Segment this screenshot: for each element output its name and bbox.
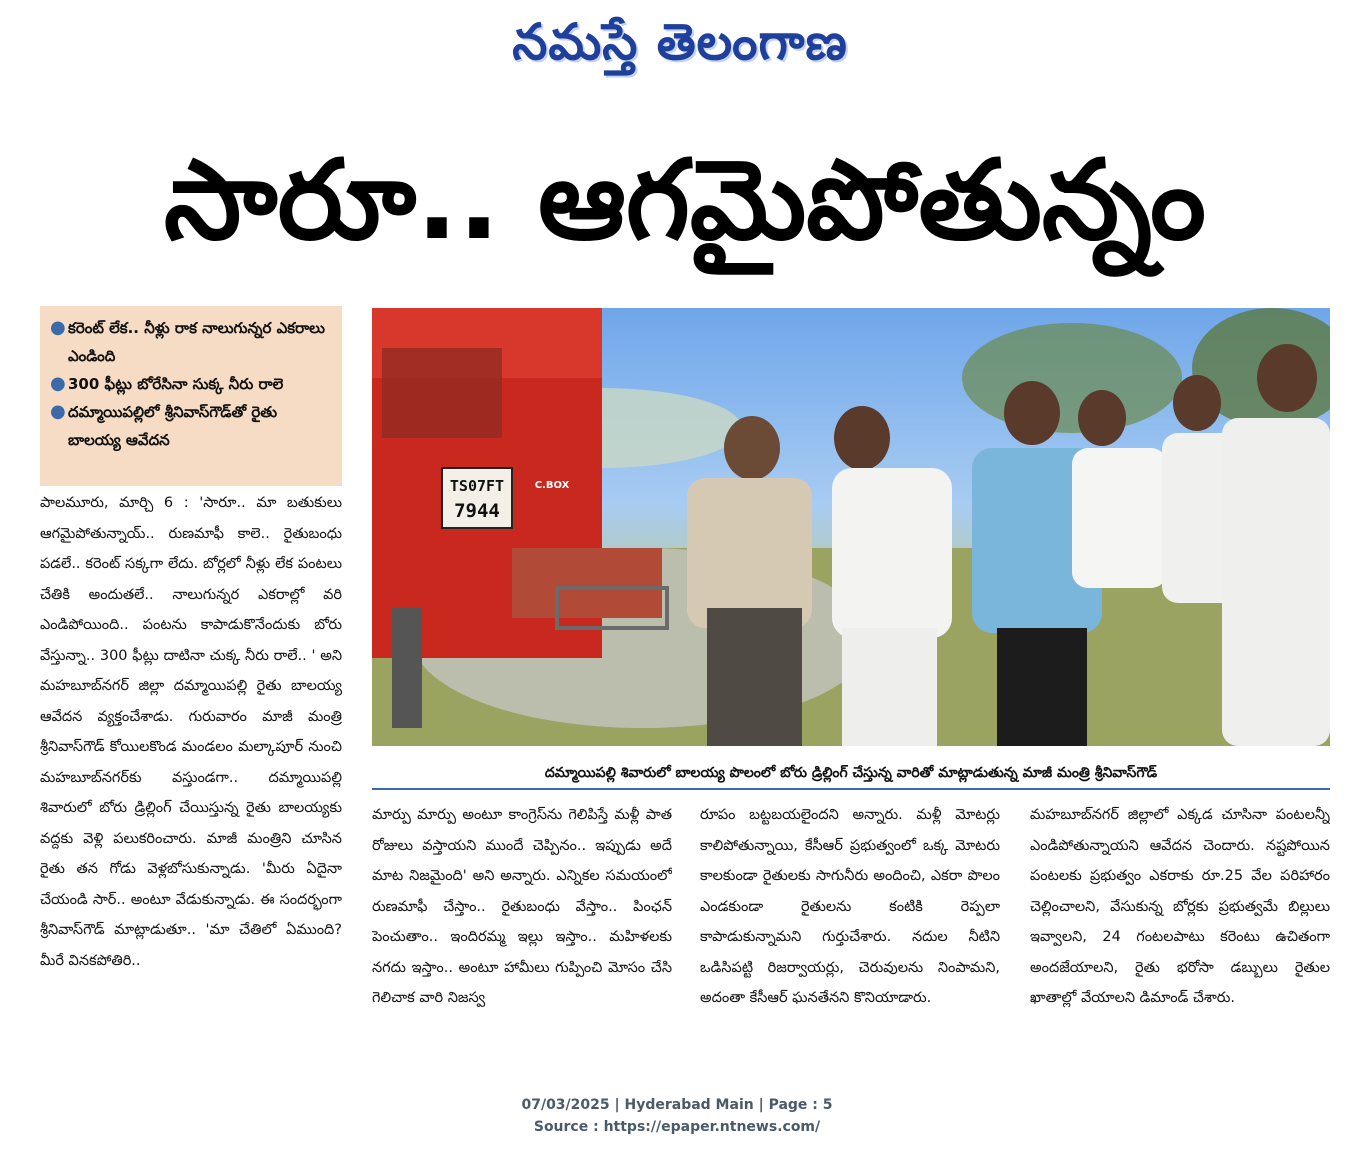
- article-text: రూపం బట్టబయలైందని అన్నారు. మళ్లీ మోటర్లు కాలిపోతున్నాయి, కేసీఆర్ ప్రభుత్వంలో ఒక్క మోటరు కాలకుండా రైతులకు సాగునీరు అందించి, ఎకరా పొలం ఎండకుండా రైతులను కంటికి రెప్పలా కాపాడుకున్నామని గుర్తుచేశారు. నదుల నీటిని ఒడిసిపట్టి రిజర్వాయర్లు, చెరువులను నింపామని, అదంతా కేసీఆర్ ఘనతేనని కొనియాడారు.: [700, 807, 1000, 1006]
- article-column-1: [40, 488, 342, 1028]
- highlights-box: [40, 306, 342, 486]
- highlight-text: కరెంట్ లేక.. నీళ్లు రాక నాలుగున్నర ఎకరాలు ఎండింది: [68, 319, 325, 365]
- photo-caption: దమ్మాయిపల్లి శివారులో బాలయ్య పొలంలో బోరు డ్రిల్లింగ్ చేస్తున్న వారితో మాట్లాడుతున్న మాజీ మంత్రి శ్రీనివాస్‌గౌడ్: [372, 756, 1330, 790]
- truck-plate-line1: TS07FT: [449, 477, 505, 495]
- article-headline: సారూ.. ఆగమైపోతున్నం: [164, 136, 1206, 264]
- highlight-item: [50, 370, 332, 398]
- article-column-4: [1030, 800, 1330, 1028]
- article-column-3: [700, 800, 1000, 1028]
- footer-dateline: 07/03/2025 | Hyderabad Main | Page : 5: [521, 1097, 833, 1113]
- bullet-icon: ●: [50, 401, 66, 422]
- truck-brand: C.BOX: [534, 480, 570, 491]
- footer-source: Source : https://epaper.ntnews.com/: [533, 1119, 821, 1135]
- article-photo: [372, 308, 1330, 746]
- highlight-item: [50, 314, 332, 370]
- article-text: మహబూబ్‌నగర్ జిల్లాలో ఎక్కడ చూసినా పంటలన్నీ ఎండిపోతున్నాయని ఆవేదన చెందారు. నష్టపోయిన పంటలకు ప్రభుత్వం ఎకరాకు రూ.25 వేల పరిహారం చెల్లించాలని, వేసుకున్న బోర్లకు ప్రభుత్వమే బిల్లులు ఇవ్వాలని, 24 గంటలపాటు కరెంటు ఉచితంగా అందజేయాలని, రైతు భరోసా డబ్బులు రైతుల ఖాతాల్లో వేయాలని డిమాండ్ చేశారు.: [1030, 807, 1330, 1006]
- highlight-text: దమ్మాయిపల్లిలో శ్రీనివాస్‌గౌడ్‌తో రైతు బాలయ్య ఆవేదన: [68, 403, 278, 449]
- newspaper-masthead: నమస్తే తెలంగాణ: [512, 12, 848, 71]
- highlight-item: [50, 398, 332, 454]
- article-text: పాలమూరు, మార్చి 6 : 'సారూ.. మా బతుకులు ఆగమైపోతున్నాయ్.. రుణమాఫీ కాలె.. రైతుబంధు పడలే.. కరెంట్ సక్కగా లేదు. బోర్లలో నీళ్లు లేక పంటలు చేతికి అందుతలే.. నాలుగున్నర ఎకరాల్లో వరి ఎండిపోయింది.. పంటను కాపాడుకొనేందుకు బోరు వేస్తున్నా.. 300 ఫీట్లు దాటినా చుక్క నీరు రాలే.. ' అని మహబూబ్‌నగర్ జిల్లా దమ్మాయిపల్లి రైతు బాలయ్య ఆవేదన వ్యక్తంచేశాడు. గురువారం మాజీ మంత్రి శ్రీనివాస్‌గౌడ్ కోయిలకొండ మండలం మల్కాపూర్ నుంచి మహబూబ్‌నగర్‌కు వస్తుండగా.. దమ్మాయిపల్లి శివారులో బోరు డ్రిల్లింగ్ చేయిస్తున్న రైతు బాలయ్యకు వద్దకు వెళ్లి పలుకరించారు. మాజీ మంత్రిని చూసిన రైతు తన గోడు వెళ్లబోసుకున్నాడు. 'మీరు ఏదైనా చేయండి సార్.. అంటూ వేడుకున్నాడు. ఈ సందర్భంగా శ్రీనివాస్‌గౌడ్ మాట్లాడుతూ.. 'మా చేతిలో ఏముంది? మీరే వినకపోతిరి..: [40, 495, 342, 969]
- bullet-icon: ●: [50, 373, 66, 394]
- article-text: మార్పు మార్పు అంటూ కాంగ్రెస్‌ను గెలిపిస్తే మళ్లీ పాత రోజులు వస్తాయని ముందే చెప్పినం.. ఇప్పుడు అదే మాట నిజమైంది' అని అన్నారు. ఎన్నికల సమయంలో రుణమాఫీ చేస్తాం.. రైతుబంధు వేస్తాం.. పింఛన్ పెంచుతాం.. ఇందిరమ్మ ఇల్లు ఇస్తాం.. మహిళలకు నగదు ఇస్తాం.. అంటూ హామీలు గుప్పించి మోసం చేసి గెలిచాక వారి నిజస్వ: [372, 807, 672, 1006]
- truck-plate-line2: 7944: [454, 500, 500, 522]
- bullet-icon: ●: [50, 317, 66, 338]
- page-footer: [0, 1094, 1354, 1138]
- highlight-text: 300 ఫీట్లు బోరేసినా సుక్క నీరు రాలె: [68, 375, 284, 393]
- photo-illustration: [372, 308, 1330, 746]
- article-column-2: [372, 800, 672, 1028]
